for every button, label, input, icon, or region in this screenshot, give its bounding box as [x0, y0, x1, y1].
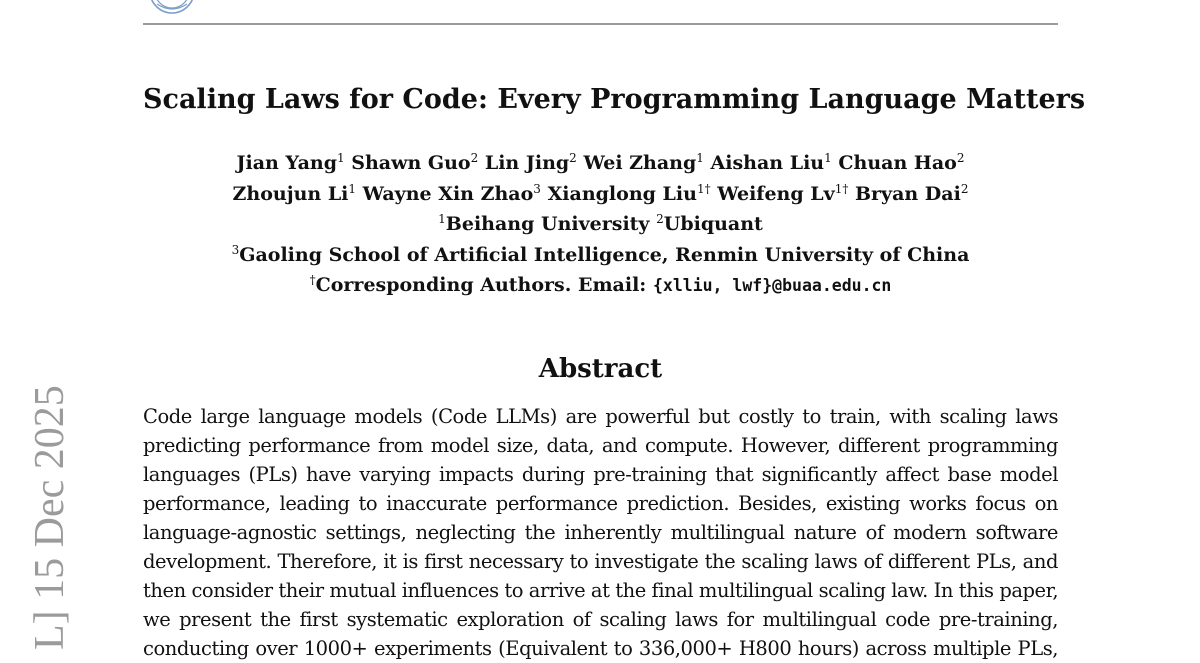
- author-mark: 1: [336, 151, 345, 165]
- affiliation-name: Gaoling School of Artificial Intelligence, Renmin University of China: [239, 243, 970, 266]
- university-seal-icon: [147, 0, 197, 16]
- abstract-line: languages (PLs) have varying impacts during pre-training that significantly affect base model: [143, 463, 1058, 486]
- author-name: Weifeng Lv: [717, 182, 835, 205]
- abstract-line: predicting performance from model size, data, and compute. However, different programming: [143, 434, 1058, 457]
- author-mark: 1: [824, 151, 832, 165]
- abstract-line: language-agnostic settings, neglecting the inherently multilingual nature of modern software: [143, 521, 1058, 544]
- author-name: Zhoujun Li: [232, 182, 349, 205]
- author-block: [143, 148, 1058, 302]
- affiliation-mark: 1: [438, 212, 446, 226]
- abstract-line: we present the first systematic exploration of scaling laws for multilingual code pre-training,: [143, 608, 1058, 631]
- abstract-heading: Abstract: [538, 354, 663, 384]
- author-name: Shawn Guo: [351, 152, 471, 174]
- arxiv-stamp: L] 15 Dec 2025: [27, 385, 73, 650]
- author-mark: 1: [348, 181, 357, 196]
- abstract-line: conducting over 1000+ experiments (Equivalent to 336,000+ H800 hours) across multiple PLs,: [143, 637, 1058, 660]
- author-name: Xianglong Liu: [547, 182, 697, 205]
- author-mark: 1: [696, 151, 704, 165]
- author-line-2: [143, 179, 1058, 210]
- author-mark: 3: [533, 181, 541, 196]
- author-name: Aishan Liu: [710, 152, 825, 174]
- affiliation-name: Beihang University: [445, 213, 650, 235]
- abstract-line: then consider their mutual influences to arrive at the final multilingual scaling law. In this paper,: [143, 579, 1059, 602]
- abstract-line: performance, leading to inaccurate performance prediction. Besides, existing works focus on: [143, 492, 1058, 515]
- abstract-line: development. Therefore, it is first necessary to investigate the scaling laws of different PLs, and: [143, 550, 1058, 573]
- author-name: Jian Yang: [236, 152, 337, 174]
- paper-title: Scaling Laws for Code: Every Programming Language Matters: [143, 84, 1086, 115]
- affiliation-mark: 2: [656, 212, 664, 226]
- affiliation-name: Ubiquant: [663, 213, 763, 235]
- correspondence-label: Corresponding Authors. Email:: [315, 274, 647, 296]
- author-mark: 2: [956, 151, 965, 165]
- author-name: Bryan Dai: [854, 182, 961, 205]
- author-mark: 2: [569, 151, 577, 165]
- author-name: Wei Zhang: [583, 152, 697, 174]
- abstract-line: Code large language models (Code LLMs) are powerful but costly to train, with scaling laws: [143, 405, 1058, 428]
- author-mark: 2: [960, 181, 969, 196]
- correspondence-mark: †: [309, 273, 316, 287]
- author-name: Chuan Hao: [838, 152, 957, 174]
- abstract-body: [143, 402, 1058, 663]
- author-mark: 1†: [834, 181, 849, 196]
- header-rule: [143, 23, 1058, 25]
- correspondence-email: {xlliu, lwf}@buaa.edu.cn: [652, 276, 892, 295]
- author-name: Lin Jing: [484, 152, 570, 174]
- correspondence-line: [143, 270, 1058, 302]
- affiliation-mark: 3: [231, 242, 240, 257]
- affiliation-line-1: [143, 209, 1058, 240]
- author-name: Wayne Xin Zhao: [362, 182, 534, 205]
- affiliation-line-2: [143, 240, 1058, 271]
- author-mark: 1†: [696, 181, 711, 196]
- author-mark: 2: [470, 151, 479, 165]
- author-line-1: [143, 148, 1058, 179]
